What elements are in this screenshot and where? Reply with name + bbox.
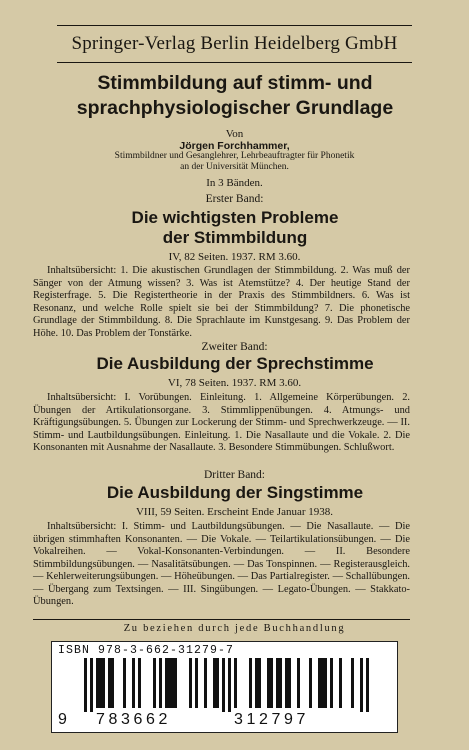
barcode-bar: [168, 658, 171, 708]
barcode-bar: [321, 658, 324, 708]
barcode-bar: [216, 658, 219, 708]
barcode-bar: [174, 658, 177, 708]
barcode-bar: [279, 658, 282, 708]
book-title-line1: Stimmbildung auf stimm- und: [97, 72, 373, 94]
barcode-bar: [159, 658, 162, 708]
barcode-bar: [99, 658, 102, 708]
band2-contents: Inhaltsübersicht: I. Vorübungen. Einleitung. 1. Allgemeine Körperübungen. 2. Übungen der Artikulationsorgane. 3. Stimmlippenübungen. 4. Atmungs- und Kräftigungsübungen. 5. Übungen zur Lockerung der Stimm- und Sprechwerkzeuge. — II. Stimm- und Lautbildungsübungen. Einleitung. 1. Die Nasallaute und die Vokale. 2. Die Konsonanten mit Ausnahme der Nasallaute. 3. Besondere Stimmübungen. Schlußwort.: [33, 392, 410, 453]
band1-contents: Inhaltsübersicht: 1. Die akustischen Grundlagen der Stimmbildung. 2. Was muß der Sänger von der Atmung wissen? 3. Was ist Atemstütze? 4. Der heutige Stand der Registerfrage. 5. Die Registertheorie in der Praxis des Stimmbildners. 6. Was ist Resonanz, und welche Rolle spielt sie bei der Stimmbildung? 7. Die phonetische Grundlage der Stimmbildung. 8. Die Sprachlaute im Kunstgesang. 9. Das Problem der Höhe. 10. Das Problem der Tonstärke.: [33, 265, 410, 339]
barcode-bar: [258, 658, 261, 708]
isbn-barcode: [51, 641, 398, 733]
barcode-bar: [318, 658, 321, 708]
author-name: Jörgen Forchhammer,: [179, 140, 290, 152]
barcode-digits-right: 312797: [234, 711, 309, 728]
barcode-guard-bar: [360, 658, 363, 712]
band1-title-line2: der Stimmbildung: [162, 228, 308, 247]
band1-label: Erster Band:: [205, 193, 264, 205]
volumes-count: In 3 Bänden.: [206, 177, 263, 189]
band3-label: Dritter Band:: [204, 469, 265, 481]
band1-title: [40, 208, 430, 248]
band2-title: Die Ausbildung der Sprechstimme: [96, 354, 374, 373]
band1-meta: IV, 82 Seiten. 1937. RM 3.60.: [168, 251, 301, 263]
band2-label: Zweiter Band:: [201, 341, 268, 353]
barcode-guard-bar: [90, 658, 93, 712]
band1-title-line1: Die wichtigsten Probleme: [131, 208, 339, 227]
barcode-bar: [102, 658, 105, 708]
barcode-bar: [96, 658, 99, 708]
barcode-bar: [234, 658, 237, 708]
isbn-number: ISBN 978-3-662-31279-7: [58, 644, 235, 657]
barcode-guard-bar: [222, 658, 225, 712]
bottom-divider: [33, 619, 410, 620]
barcode-bar: [351, 658, 354, 708]
barcode-bars: [58, 658, 390, 712]
footer-note: Zu beziehen durch jede Buchhandlung: [123, 623, 346, 634]
barcode-bar: [297, 658, 300, 708]
barcode-bar: [165, 658, 168, 708]
author-desc-line2: an der Universität München.: [180, 162, 289, 172]
barcode-bar: [267, 658, 270, 708]
barcode-bar: [213, 658, 216, 708]
barcode-bar: [204, 658, 207, 708]
by-label: Von: [225, 128, 244, 140]
barcode-bar: [255, 658, 258, 708]
band2-meta: VI, 78 Seiten. 1937. RM 3.60.: [167, 377, 302, 389]
publisher-banner: Springer-Verlag Berlin Heidelberg GmbH: [57, 25, 412, 63]
barcode-bar: [249, 658, 252, 708]
barcode-guard-bar: [84, 658, 87, 712]
barcode-bar: [324, 658, 327, 708]
barcode-digit-first: 9: [58, 711, 71, 728]
barcode-bar: [330, 658, 333, 708]
barcode-bar: [195, 658, 198, 708]
author-desc-line1: Stimmbildner und Gesanglehrer, Lehrbeauftragter für Phonetik: [114, 151, 355, 161]
band3-meta: VIII, 59 Seiten. Erscheint Ende Januar 1938.: [135, 506, 334, 518]
barcode-bar: [171, 658, 174, 708]
barcode-digits-left: 783662: [96, 711, 171, 728]
book-title: [40, 71, 430, 121]
barcode-bar: [153, 658, 156, 708]
barcode-bar: [132, 658, 135, 708]
barcode-bar: [108, 658, 111, 708]
barcode-guard-bar: [366, 658, 369, 712]
barcode-bar: [309, 658, 312, 708]
author-description: [60, 151, 409, 173]
barcode-bar: [123, 658, 126, 708]
band3-title: Die Ausbildung der Singstimme: [106, 483, 364, 502]
barcode-bar: [270, 658, 273, 708]
barcode-bar: [285, 658, 288, 708]
barcode-bar: [138, 658, 141, 708]
barcode-bar: [288, 658, 291, 708]
band3-contents: Inhaltsübersicht: I. Stimm- und Lautbildungsübungen. — Die Nasallaute. — Die übrigen stimmhaften Konsonanten. — Die Vokale. — Teilartikulationsübungen. — Die Vokalreihen. — Vokal-Konsonanten-Verbindungen. — II. Besondere Stimmbildungsübungen. — Nasalitätsübungen. — Das Tonspinnen. — Registerausgleich. — Kehlerweiterungsübungen. — Höheübungen. — Das Partialregister. — Schallübungen. — Übergang zum Textsingen. — III. Singübungen. — Legato-Übungen. — Stakkato-Übungen.: [33, 521, 410, 607]
barcode-bar: [339, 658, 342, 708]
barcode-bar: [111, 658, 114, 708]
barcode-guard-bar: [228, 658, 231, 712]
book-title-line2: sprachphysiologischer Grundlage: [76, 97, 394, 119]
barcode-bar: [189, 658, 192, 708]
barcode-bar: [276, 658, 279, 708]
